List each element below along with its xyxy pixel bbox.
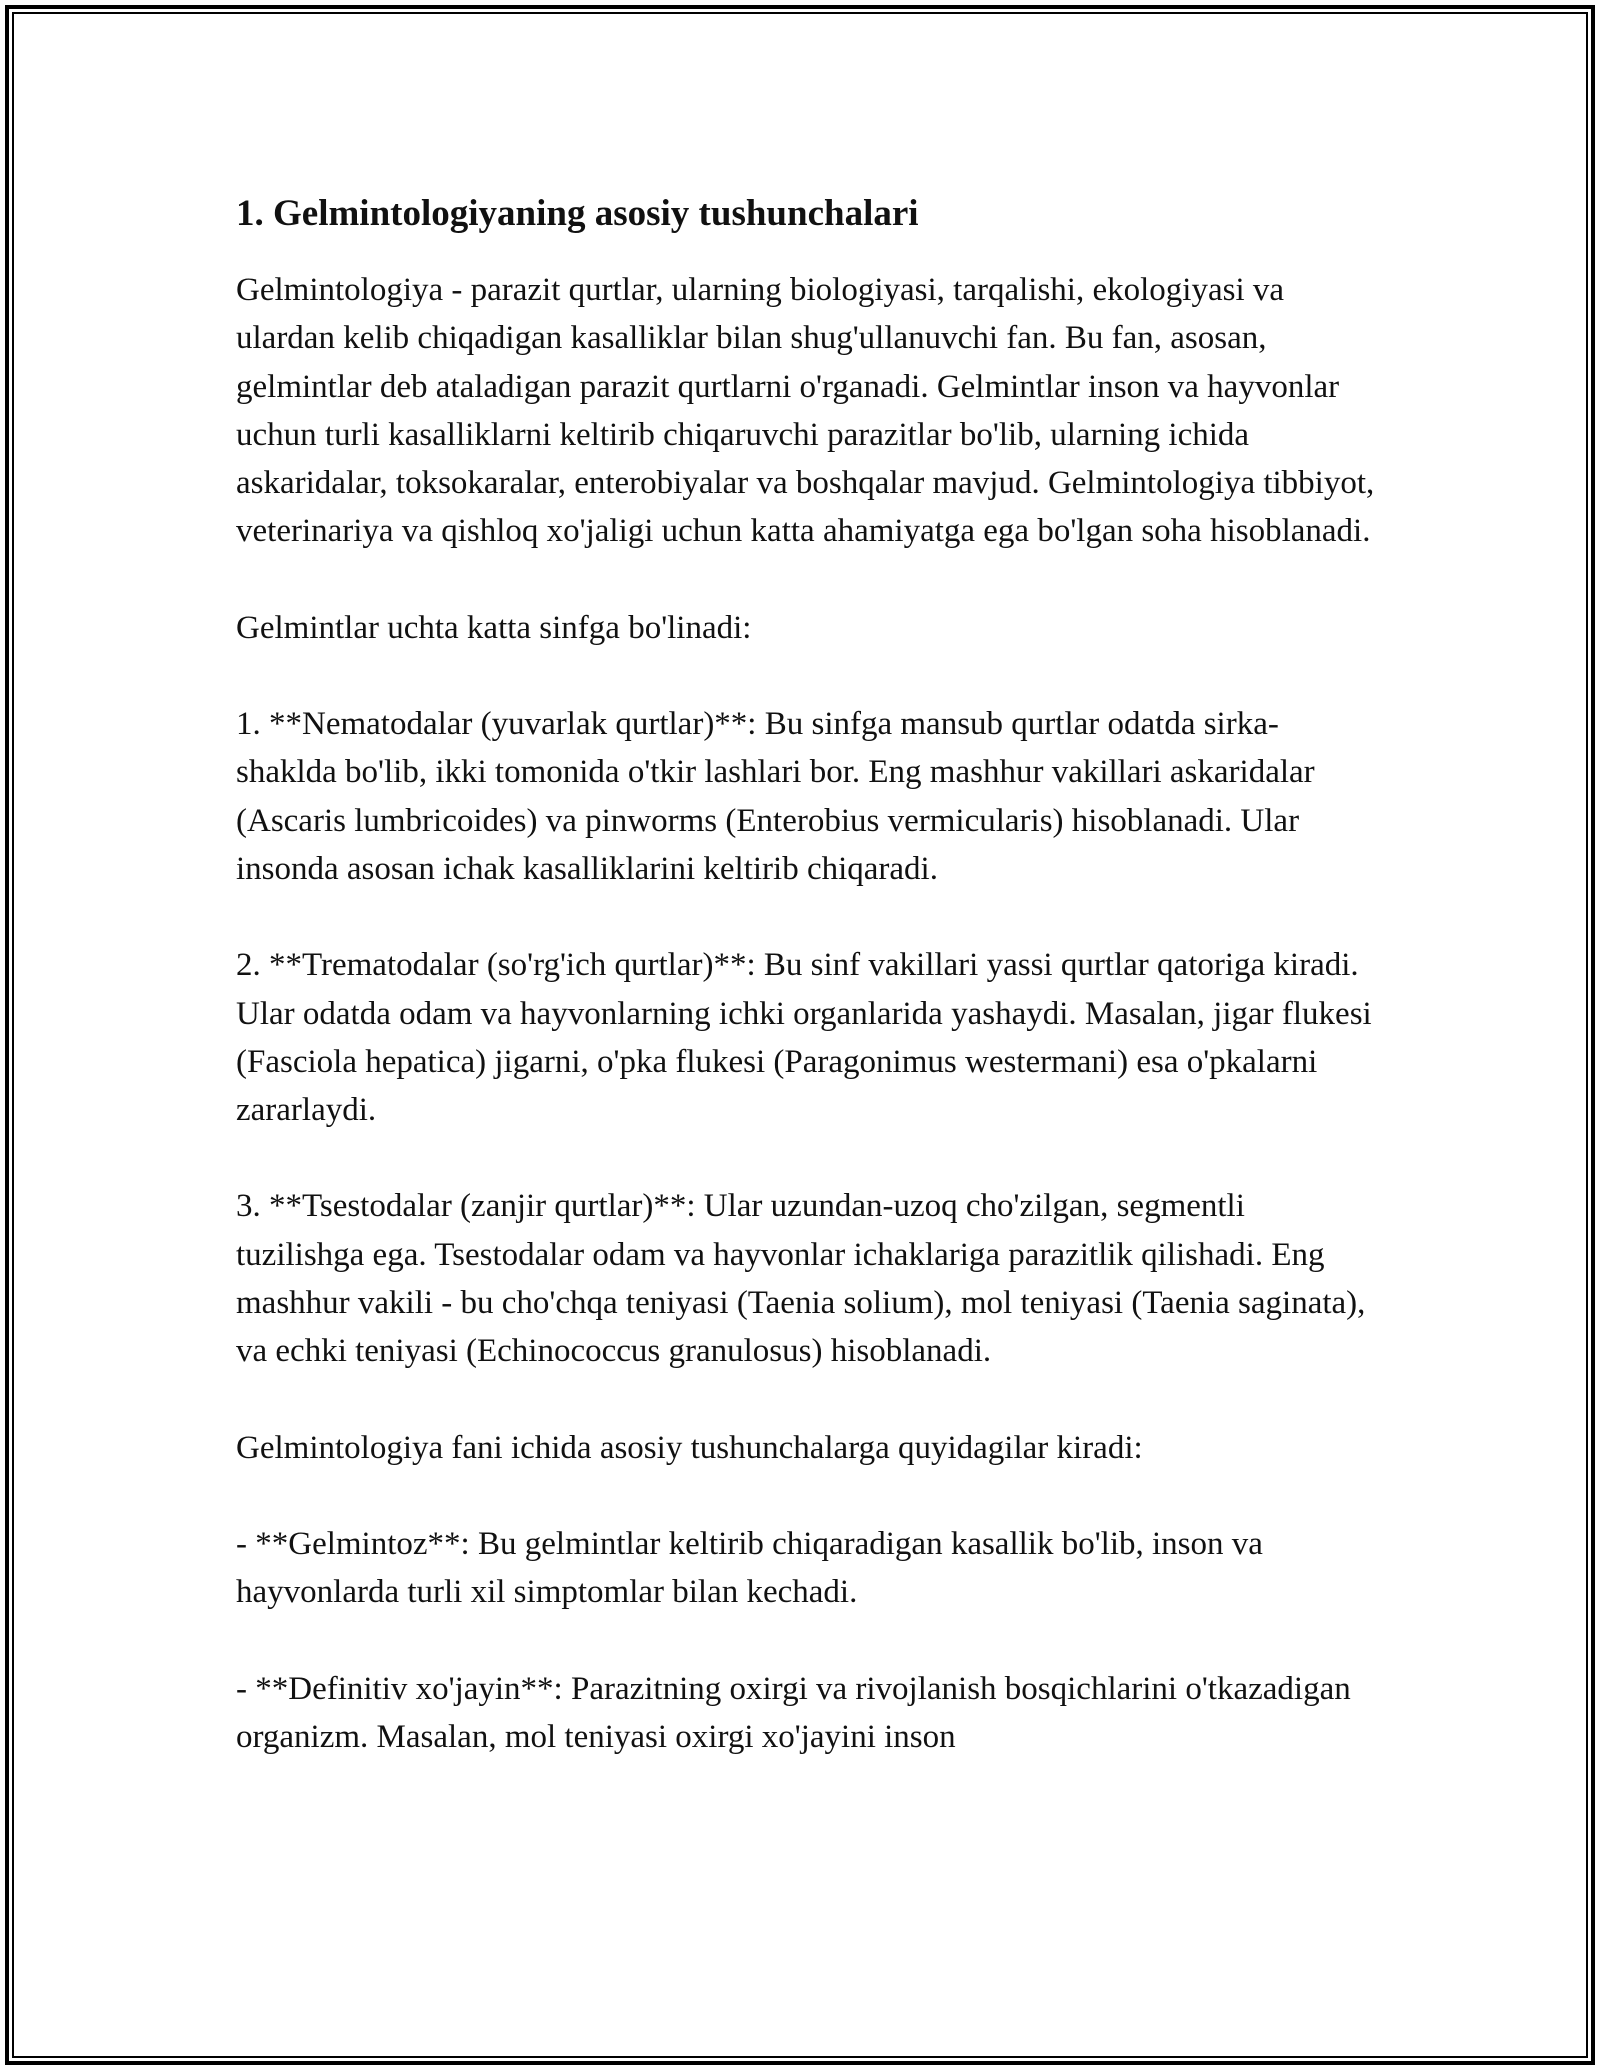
trematodes-paragraph: 2. **Trematodalar (so'rg'ich qurtlar)**: Bu sinf vakillari yassi qurtlar qatoriga kiradi. Ular odatda odam va hayvonlarning ichki organlarida yashaydi. Masalan, jigar flukesi (Fasciola hepatica) jigarni, o'pka flukesi (Paragonimus westermani) esa o'pkalarni zararlaydi. xyxy=(236,947,1372,1129)
concepts-intro-paragraph: Gelmintologiya fani ichida asosiy tushunchalarga quyidagilar kiradi: xyxy=(236,1429,1143,1466)
intro-paragraph: Gelmintologiya - parazit qurtlar, ularning biologiyasi, tarqalishi, ekologiyasi va ulardan kelib chiqadigan kasalliklar bilan shug'ullanuvchi fan. Bu fan, asosan, gelmintlar deb ataladigan parazit qurtlarni o'rganadi. Gelmintlar inson va hayvonlar uchun turli kasalliklarni keltirib chiqaruvchi parazitlar bo'lib, ularning ichida askaridalar, toksokaralar, enterobiyalar va boshqalar mavjud. Gelmintologiya tibbiyot, veterinariya va qishloq xo'jaligi uchun katta ahamiyatga ega bo'lgan soha hisoblanadi. xyxy=(236,272,1375,550)
section-heading: 1. Gelmintologiyaning asosiy tushunchalari xyxy=(236,193,919,234)
cestodes-paragraph: 3. **Tsestodalar (zanjir qurtlar)**: Ular uzundan-uzoq cho'zilgan, segmentli tuzilishga ega. Tsestodalar odam va hayvonlar ichaklariga parazitlik qilishadi. Eng mashhur vakili - bu cho'chqa teniyasi (Taenia solium), mol teniyasi (Taenia saginata), va echki teniyasi (Echinococcus granulosus) hisoblanadi. xyxy=(236,1188,1366,1370)
document-page xyxy=(236,188,1376,1761)
nematodes-paragraph: 1. **Nematodalar (yuvarlak qurtlar)**: Bu sinfga mansub qurtlar odatda sirka-shaklda bo'lib, ikki tomonida o'tkir lashlari bor. Eng mashhur vakillari askaridalar (Ascaris lumbricoides) va pinworms (Enterobius vermicularis) hisoblanadi. Ular insonda asosan ichak kasalliklarini keltirib chiqaradi. xyxy=(236,706,1315,887)
definitive-host-paragraph: - **Definitiv xo'jayin**: Parazitning oxirgi va rivojlanish bosqichlarini o'tkazadigan organizm. Masalan, mol teniyasi oxirgi xo'jayini inson xyxy=(236,1670,1351,1755)
helminthosis-paragraph: - **Gelmintoz**: Bu gelmintlar keltirib chiqaradigan kasallik bo'lib, inson va hayvonlarda turli xil simptomlar bilan kechadi. xyxy=(236,1525,1263,1611)
classes-intro-paragraph: Gelmintlar uchta katta sinfga bo'linadi: xyxy=(236,609,752,646)
